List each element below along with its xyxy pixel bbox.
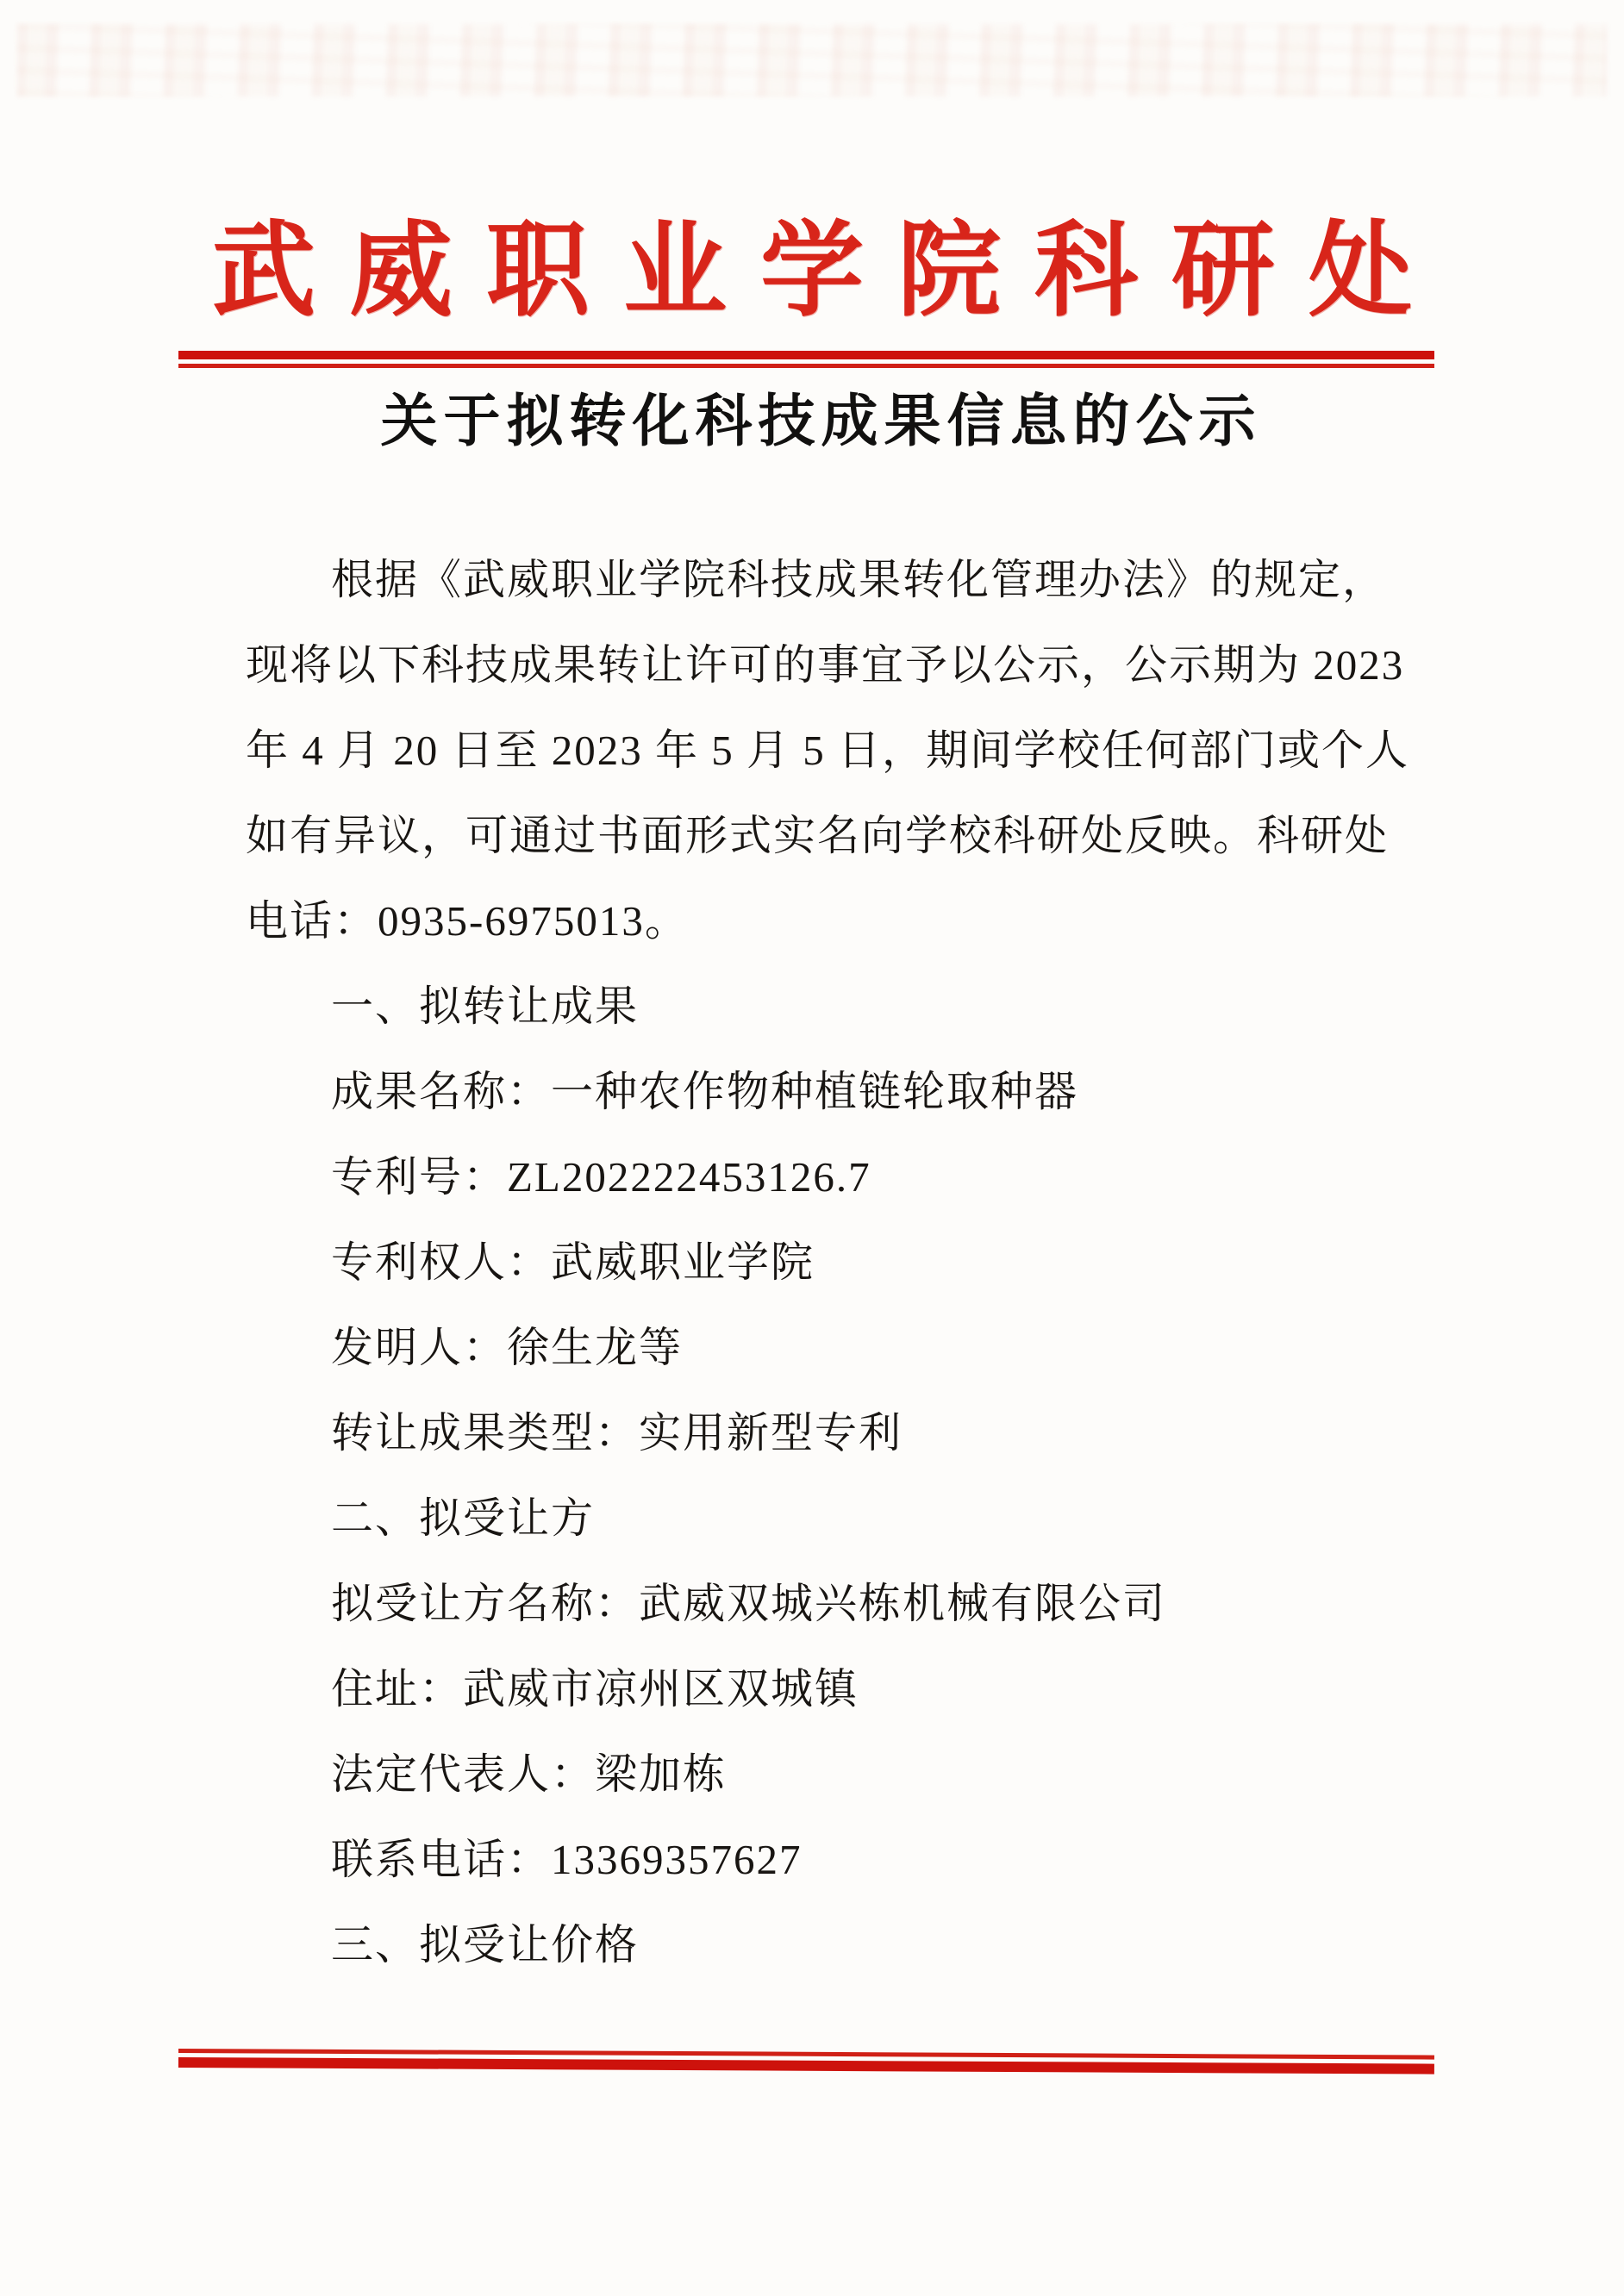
- body-line-1: 根据《武威职业学院科技成果转化管理办法》的规定，: [331, 556, 1387, 603]
- body-line-3: 年 4 月 20 日至 2023 年 5 月 5 日，期间学校任何部门或个人: [246, 727, 1410, 774]
- body-line-8: 专利号：ZL202222453126.7: [331, 1153, 871, 1201]
- letterhead-title: 武威职业学院科研处: [212, 214, 1446, 328]
- body-line-13: 拟受让方名称：武威双城兴栋机械有限公司: [331, 1580, 1167, 1627]
- body-line-15: 法定代表人：梁加栋: [331, 1750, 728, 1798]
- body-line-11: 转让成果类型：实用新型专利: [331, 1409, 903, 1457]
- body-line-12: 二、拟受让方: [331, 1494, 596, 1542]
- body-line-4: 如有异议，可通过书面形式实名向学校科研处反映。科研处: [246, 812, 1390, 859]
- footer-divider-thick-line: [178, 2057, 1434, 2075]
- body-line-9: 专利权人：武威职业学院: [331, 1238, 815, 1286]
- body-line-16: 联系电话：13369357627: [331, 1836, 803, 1883]
- body-line-17: 三、拟受让价格: [331, 1921, 640, 1968]
- body-line-5: 电话：0935-6975013。: [246, 897, 689, 945]
- body-line-2: 现将以下科技成果转让许可的事宜予以公示，公示期为 2023: [246, 641, 1405, 689]
- body-line-7: 成果名称：一种农作物种植链轮取种器: [331, 1068, 1079, 1115]
- body-line-10: 发明人：徐生龙等: [331, 1324, 684, 1371]
- body-line-14: 住址：武威市凉州区双城镇: [331, 1665, 859, 1713]
- document-title: 关于拟转化科技成果信息的公示: [380, 390, 1262, 453]
- body-line-6: 一、拟转让成果: [331, 983, 640, 1030]
